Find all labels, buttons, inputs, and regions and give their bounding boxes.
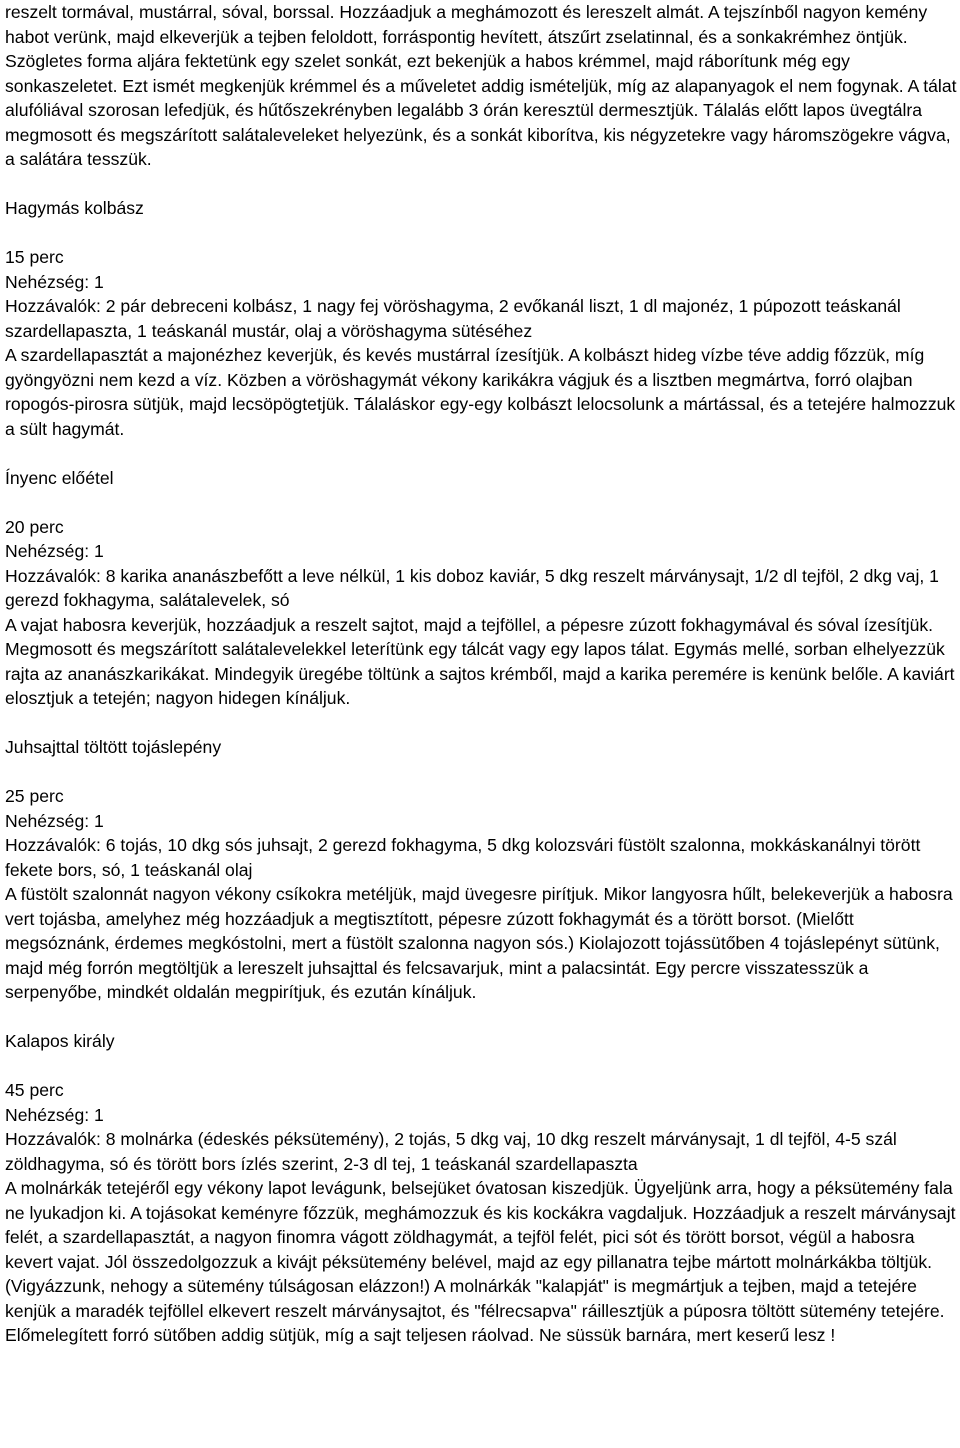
document-page [5, 0, 957, 1348]
recipe-method: A vajat habosra keverjük, hozzáadjuk a reszelt sajtot, majd a tejföllel, a pépesre zúzott fokhagymával és sóval ízesítjük. Megmosott és megszárított salátalevelekkel leterítünk egy tálcát vagy egy lapos tálat. Egymás mellé, sorban elhelyezzük rajta az ananászkarikákat. Mindegyik üregébe töltünk a sajtos krémből, majd a karika peremére is kenünk belőle. A kaviárt elosztjuk a tetején; nagyon hidegen kínáljuk. [5, 614, 955, 708]
recipe-juhsajttal-toltott-tojaslepeny [5, 735, 957, 1005]
recipe-ingredients: Hozzávalók: 8 molnárka (édeskés péksütemény), 2 tojás, 5 dkg vaj, 10 dkg reszelt márványsajt, 1 dl tejföl, 4-5 szál zöldhagyma, só és törött bors ízlés szerint, 2-3 dl tej, 1 teáskanál szardellapaszta [5, 1129, 897, 1174]
recipe-time: 25 perc [5, 786, 64, 806]
recipe-title: Ínyenc előétel [5, 467, 114, 488]
recipe-difficulty: Nehézség: 1 [5, 541, 104, 561]
recipe-ingredients: Hozzávalók: 6 tojás, 10 dkg sós juhsajt, 2 gerezd fokhagyma, 5 dkg kolozsvári füstölt szalonna, mokkáskanálnyi törött fekete bors, só, 1 teáskanál olaj [5, 835, 921, 880]
recipe-title: Hagymás kolbász [5, 198, 144, 218]
recipe-difficulty: Nehézség: 1 [5, 271, 104, 292]
recipe-time: 20 perc [5, 516, 64, 537]
recipe-method: A molnárkák tetejéről egy vékony lapot levágunk, belsejüket óvatosan kiszedjük. Ügyeljünk arra, hogy a péksütemény fala ne lyukadjon ki. A tojásokat keményre főzzük, meghámozzuk és kis kockákra vagdaljuk. Hozzáadjuk a reszelt márványsajt felét, a szardellapasztát, a nagyon finomra vágott zöldhagymát, a tejföl felét, pici sót és törött borsot, végül a habosra kevert vajat. Jól összedolgozzuk a kivájt péksütemény belével, majd az egy pillanatra tejbe mártott molnárkákba töltjük. (Vigyázzunk, nehogy a sütemény túlságosan elázzon!) A molnárkák "kalapját" is megmártjuk a tejben, majd a tetejére kenjük a maradék tejföllel elkevert reszelt márványsajtot, és "félrecsapva" ráillesztjük a púposra töltött sütemény tetejére. Előmelegített forró sütőben addig sütjük, míg a sajt teljesen ráolvad. Ne süssük barnára, mert keserű lesz ! [5, 1178, 956, 1345]
recipe-difficulty: Nehézség: 1 [5, 1104, 104, 1125]
recipe-ingredients: Hozzávalók: 8 karika ananászbefőtt a leve nélkül, 1 kis doboz kaviár, 5 dkg reszelt márványsajt, 1/2 dl tejföl, 2 dkg vaj, 1 gerezd fokhagyma, salátalevelek, só [5, 565, 939, 610]
recipe-kalapos-kiraly [5, 1029, 957, 1348]
recipe-ingredients: Hozzávalók: 2 pár debreceni kolbász, 1 nagy fej vöröshagyma, 2 evőkanál liszt, 1 dl majonéz, 1 púpozott teáskanál szardellapaszta, 1 teáskanál mustár, olaj a vöröshagyma sütéséhez [5, 296, 901, 341]
recipe-title: Juhsajttal töltött tojáslepény [5, 737, 222, 757]
recipe-inyenc-eloetel [5, 466, 957, 711]
recipe-method: A füstölt szalonnát nagyon vékony csíkokra metéljük, majd üvegesre pirítjuk. Mikor langyosra hűlt, belekeverjük a habosra vert tojásba, amelyhez még hozzáadjuk a megtisztított, pépesre zúzott fokhagymát és a törött borsot. (Mielőtt megsóznánk, érdemes megkóstolni, mert a füstölt szalonna nagyon sós.) Kiolajozott tojássütőben 4 tojáslepényt sütünk, majd még forrón megtöltjük a lereszelt juhsajttal és felcsavarjuk, mint a palacsintát. Egy percre visszatesszük a serpenyőbe, mindkét oldalán megpirítjuk, és ezután kínáljuk. [5, 884, 953, 1002]
recipe-title: Kalapos király [5, 1031, 115, 1051]
recipe-time: 15 perc [5, 247, 64, 267]
recipe-time: 45 perc [5, 1080, 64, 1100]
recipe-hagymas-kolbasz [5, 196, 957, 441]
recipe-method: A szardellapasztát a majonézhez keverjük, és kevés mustárral ízesítjük. A kolbászt hideg vízbe téve addig főzzük, míg gyöngyözni nem kezd a víz. Közben a vöröshagymát vékony karikákra vágjuk és a lisztben megmártva, forró olajban ropogós-pirosra sütjük, majd lecsöpögtetjük. Tálaláskor egy-egy kolbászt lelocsolunk a mártással, és a tetejére halmozzuk a sült hagymát. [5, 345, 956, 439]
intro-paragraph: reszelt tormával, mustárral, sóval, borssal. Hozzáadjuk a meghámozott és lereszelt almát. A tejszínből nagyon kemény habot verünk, majd elkeverjük a tejben feloldott, forráspontig hevített, átszűrt zselatinnal, és a sonkakrémhez öntjük. Szögletes forma aljára fektetünk egy szelet sonkát, ezt bekenjük a habos krémmel, majd ráborítunk még egy sonkaszeletet. Ezt ismét megkenjük krémmel és a műveletet addig ismételjük, míg az alapanyagok el nem fogynak. A tálat alufóliával szorosan lefedjük, és hűtőszekrényben legalább 3 órán keresztül dermesztjük. Tálalás előtt lapos üvegtálra megmosott és megszárított salátaleveleket helyezünk, és a sonkát kiborítva, kis négyzetekre vagy háromszögekre vágva, a salátára tesszük. [5, 2, 957, 169]
recipe-difficulty: Nehézség: 1 [5, 810, 104, 831]
